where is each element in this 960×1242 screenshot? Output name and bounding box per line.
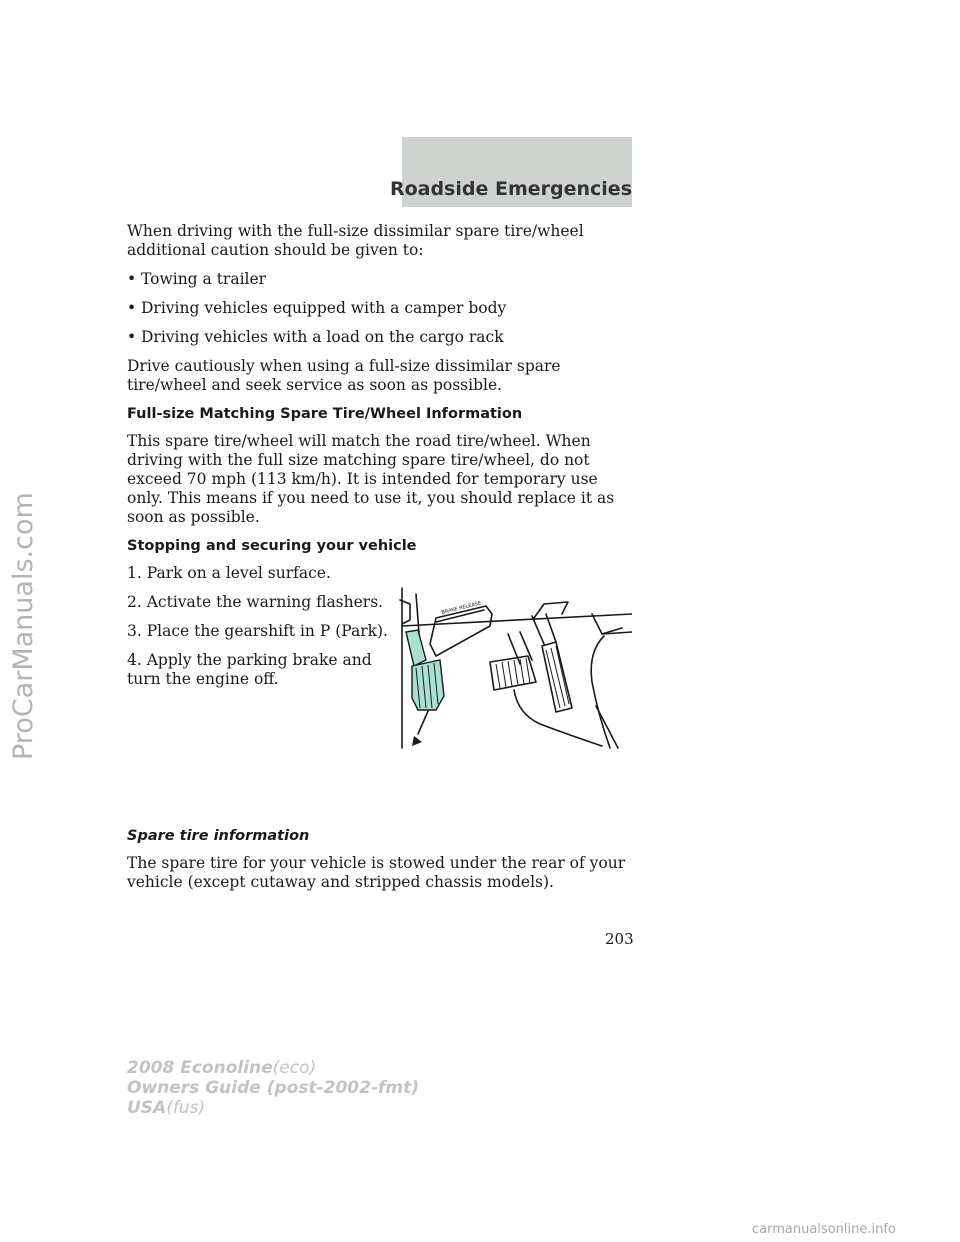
matching-spare-heading: Full-size Matching Spare Tire/Wheel Information [127,406,523,422]
document-footer [127,1058,419,1118]
page-content [127,222,632,902]
stopping-heading: Stopping and securing your vehicle [127,538,417,554]
footer-model: 2008 Econoline [127,1058,273,1078]
section-title: Roadside Emergencies [389,178,632,200]
footer-model-code: (eco) [272,1058,317,1078]
list-item [127,328,632,347]
bullet-text: Towing a trailer [141,270,267,288]
brake-release-label: BRAKE RELEASE [441,600,482,616]
footer-market-code: (fus) [166,1098,206,1118]
matching-spare-paragraph: This spare tire/wheel will match the road tire/wheel. When driving with the full size matching spare tire/wheel, do not exceed 70 mph (113 km/h). It is intended for temporary use only. This means if you need to use it, you should replace it as soon as possible. [127,432,615,526]
bottom-watermark: carmanualsonline.info [752,1222,896,1237]
step-item: 2. Activate the warning flashers. [127,593,384,611]
spare-info-heading: Spare tire information [127,828,310,844]
list-item [127,270,632,289]
step-item: 1. Park on a level surface. [127,564,331,582]
spare-info-paragraph: The spare tire for your vehicle is stowed under the rear of your vehicle (except cutaway and stripped chassis models). [127,854,626,891]
parking-brake-pedal [406,630,426,666]
footer-guide: Owners Guide (post-2002-fmt) [127,1078,420,1098]
footer-line [127,1098,419,1118]
bullet-symbol: • [127,270,137,288]
step-item: 4. Apply the parking brake and turn the engine off. [127,651,372,688]
footer-line [127,1078,419,1098]
intro-paragraph: When driving with the full-size dissimilar spare tire/wheel additional caution should be given to: [127,222,584,259]
bullet-symbol: • [127,299,137,317]
footer-market: USA [127,1098,167,1118]
step-item: 3. Place the gearshift in P (Park). [127,622,388,640]
bullet-text: Driving vehicles equipped with a camper body [141,299,507,317]
pedal-illustration [396,586,632,750]
caution-paragraph: Drive cautiously when using a full-size dissimilar spare tire/wheel and seek service as soon as possible. [127,357,561,394]
page-number: 203 [605,930,634,948]
bullet-text: Driving vehicles with a load on the cargo rack [141,328,504,346]
list-item [127,299,632,318]
side-watermark: ProCarManuals.com [8,492,39,760]
footer-line [127,1058,419,1078]
bullet-symbol: • [127,328,137,346]
